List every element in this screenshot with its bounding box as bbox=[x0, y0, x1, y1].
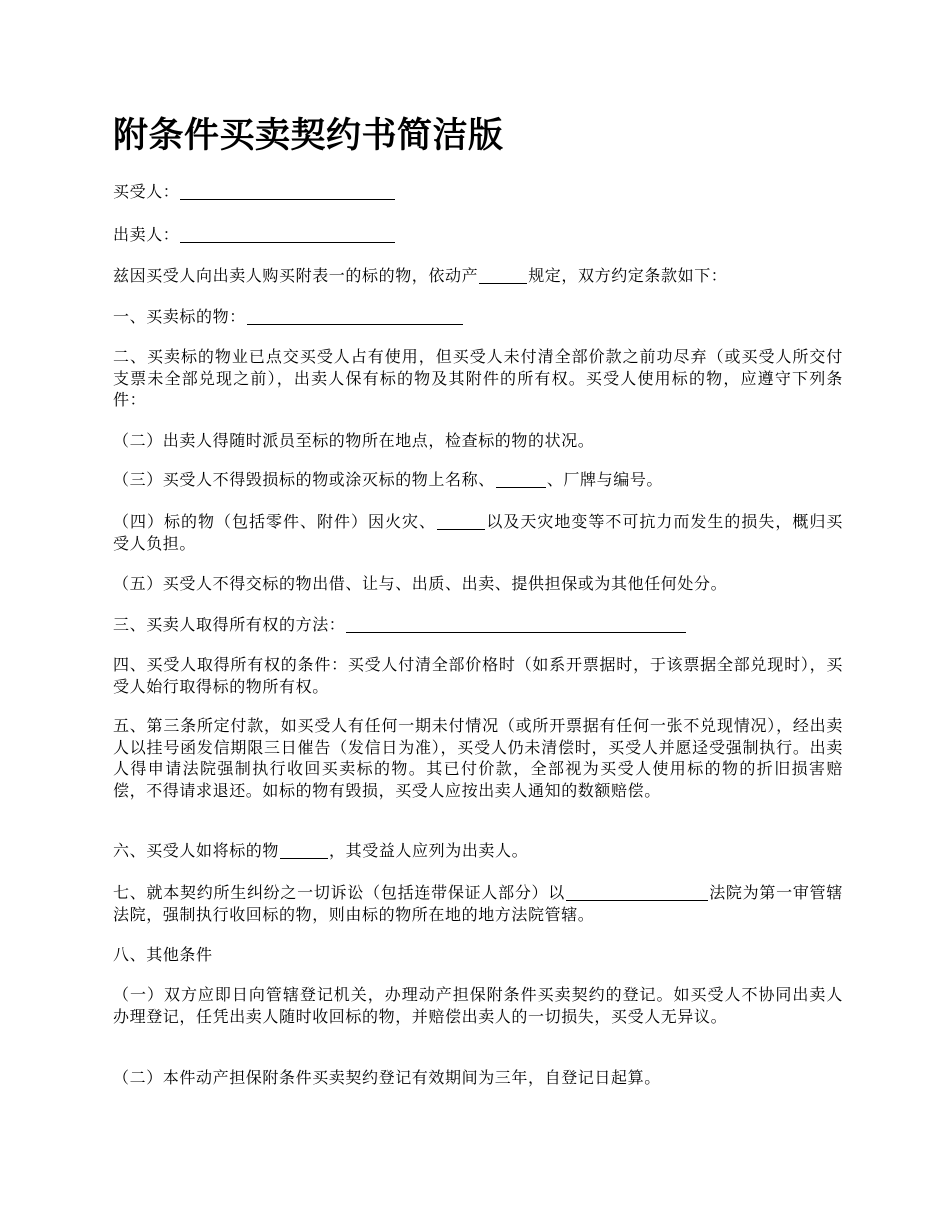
disaster-blank bbox=[437, 514, 485, 530]
law-blank bbox=[479, 268, 527, 284]
clause-8-item-2: （二）本件动产担保附条件买卖契约登记有效期间为三年，自登记日起算。 bbox=[113, 1068, 661, 1087]
clause-1 bbox=[113, 306, 843, 328]
marking-blank bbox=[496, 472, 546, 488]
clause-2-item-5: （五）买受人不得交标的物出借、让与、出质、出卖、提供担保或为其他任何处分。 bbox=[113, 574, 728, 593]
clause-2-item-4-after: 以及天灾地变等不可抗力而发生的损失，概归买受人负担。 bbox=[113, 512, 843, 553]
intro-text-before: 兹因买受人向出卖人购买附表一的标的物，依动产 bbox=[113, 266, 479, 285]
subject-matter-blank bbox=[247, 309, 463, 325]
seller-name-blank bbox=[180, 227, 395, 243]
intro-paragraph bbox=[113, 265, 843, 287]
seller-label: 出卖人： bbox=[113, 225, 180, 244]
clause-7-after: 法院为第一审管辖法院，强制执行收回标的物，则由标的物所在地的地方法院管辖。 bbox=[113, 883, 843, 924]
buyer-line bbox=[113, 181, 843, 203]
intro-text-after: 规定，双方约定条款如下： bbox=[528, 266, 728, 285]
document-title: 附条件买卖契约书简洁版 bbox=[113, 116, 504, 156]
clause-2-item-4 bbox=[113, 511, 843, 554]
clause-8-item-1: （一）双方应即日向管辖登记机关，办理动产担保附条件买卖契约的登记。如买受人不协同出卖人办理登记，任凭出卖人随时收回标的物，并赔偿出卖人的一切损失，买受人无异议。 bbox=[113, 985, 843, 1026]
seller-line bbox=[113, 224, 843, 246]
clause-3 bbox=[113, 614, 843, 636]
clause-2-item-3-after: 、厂牌与编号。 bbox=[546, 470, 664, 489]
clause-8: 八、其他条件 bbox=[113, 945, 213, 964]
ownership-method-blank bbox=[346, 617, 686, 633]
court-blank bbox=[566, 885, 708, 901]
clause-2-item-2: （二）出卖人得随时派员至标的物所在地点，检查标的物的状况。 bbox=[113, 431, 595, 450]
clause-6 bbox=[113, 840, 843, 862]
clause-2-item-3 bbox=[113, 469, 843, 491]
buyer-label: 买受人： bbox=[113, 182, 180, 201]
clause-2-item-3-before: （三）买受人不得毁损标的物或涂灭标的物上名称、 bbox=[113, 470, 495, 489]
clause-4: 四、买受人取得所有权的条件：买受人付清全部价格时（如系开票据时，于该票据全部兑现时），买受人始行取得标的物所有权。 bbox=[113, 655, 843, 696]
buyer-name-blank bbox=[180, 184, 395, 200]
clause-7 bbox=[113, 882, 843, 925]
clause-6-after: ，其受益人应列为出卖人。 bbox=[329, 841, 529, 860]
clause-5: 五、第三条所定付款，如买受人有任何一期未付情况（或所开票据有任何一张不兑现情况），经出卖人以挂号函发信期限三日催告（发信日为准），买受人仍未清偿时，买受人并愿迳受强制执行。出卖人得申请法院强制执行收回买卖标的物。其已付价款，全部视为买受人使用标的物的折旧损害赔偿，不得请求退还。如标的物有毁损，买受人应按出卖人通知的数额赔偿。 bbox=[113, 716, 843, 800]
insurance-blank bbox=[280, 843, 328, 859]
clause-1-label: 一、买卖标的物： bbox=[113, 307, 246, 326]
clause-2: 二、买卖标的物业已点交买受人占有使用，但买受人未付清全部价款之前功尽弃（或买受人所交付支票未全部兑现之前），出卖人保有标的物及其附件的所有权。买受人使用标的物，应遵守下列条件： bbox=[113, 347, 843, 409]
clause-3-label: 三、买卖人取得所有权的方法： bbox=[113, 615, 346, 634]
clause-6-before: 六、买受人如将标的物 bbox=[113, 841, 280, 860]
clause-2-item-4-before: （四）标的物（包括零件、附件）因火灾、 bbox=[113, 512, 436, 531]
clause-7-before: 七、就本契约所生纠纷之一切诉讼（包括连带保证人部分）以 bbox=[113, 883, 566, 902]
